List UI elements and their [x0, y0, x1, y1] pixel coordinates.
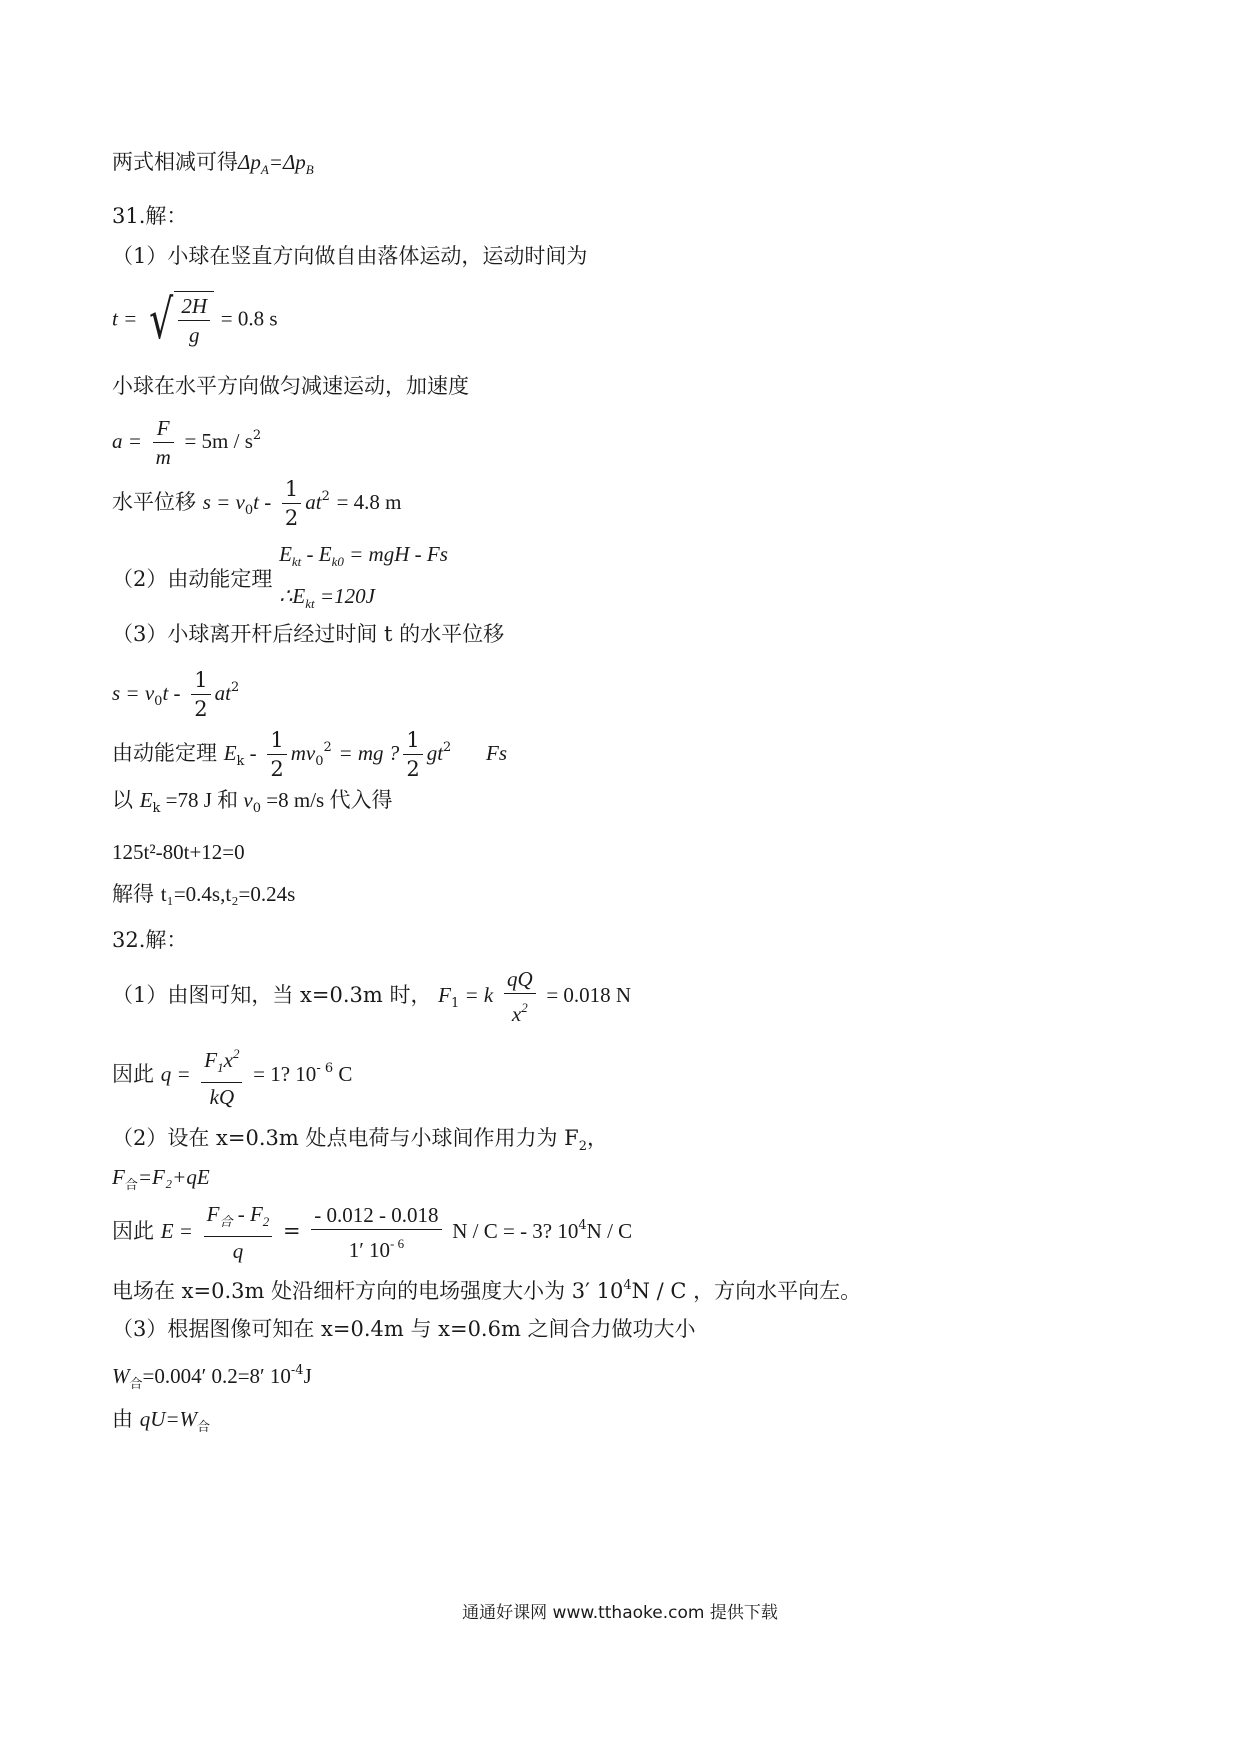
- text-line: 电场在 x=0.3m 处沿细杆方向的电场强度大小为 3′ $10^4N$ / C ，方向水平向左。: [112, 1278, 862, 1303]
- formula-line: $W_合=0.004'$ 0.2=8′ $10^{-4}J$: [112, 1363, 312, 1392]
- formula-line: 因此 E = $\frac{F_合 - F_2}{q}$ = $\frac{- 0.012 - 0.018}{1' 10^{- 6}}$ N / C = - 3? $10^4N$ / C: [112, 1202, 633, 1263]
- formula-line: 水平位移 $s = v_0t$ - $\frac{1}{2}$ $at^2 = 4.8$ m: [112, 477, 402, 530]
- math: = 5m / s: [184, 429, 253, 453]
- sqrt: √ $\frac{2H}{g}$: [144, 290, 214, 350]
- fraction: $\frac{1}{2}$: [267, 726, 286, 783]
- equation-stack: $E_{kt} - E_{k0}$ = mgH - Fs $\therefore E_{kt} =120J$: [279, 542, 448, 611]
- text-line: （3）小球离开杆后经过时间 t 的水平位移: [112, 622, 505, 646]
- text-line: 解得 t₁=0.4s,t₂=0.24s: [112, 882, 296, 906]
- formula-line: （1）由图可知，当 x=0.3m 时， $F_1 = k$ $\frac{qQ}{x^2}$ = 0.018 N: [112, 967, 632, 1026]
- text: 两式相减可得: [112, 150, 238, 174]
- fraction: $\frac{F_1x^2}{kQ}$: [201, 1040, 242, 1111]
- formula-line: [112, 290, 278, 350]
- text-line: [112, 148, 314, 184]
- fraction: $\frac{F_合 - F_2}{q}$: [204, 1200, 273, 1265]
- text-line: （2）设在 x=0.3m 处点电荷与小球间作用力为 $F_2$，: [112, 1126, 608, 1154]
- fraction: $\frac{- 0.012 - 0.018}{1' 10^{- 6}}$: [311, 1201, 441, 1264]
- text-line: 以 $E_k =78$ J 和 $v_0 =8$ m/s 代入得: [112, 788, 393, 816]
- formula-line: 由动能定理 $E_k$ - $\frac{1}{2}$ $mv_0^2$ = mg ? $\frac{1}{2}$ $gt^2$ Fs: [112, 728, 507, 781]
- math: Δp: [238, 150, 261, 174]
- question-title: 32.解：: [112, 928, 188, 952]
- fraction: $\frac{1}{2}$: [403, 726, 422, 783]
- fraction: $\frac{1}{2}$: [191, 666, 210, 723]
- text-line: （1）小球在竖直方向做自由落体运动，运动时间为: [112, 244, 588, 268]
- page-footer: 通通好课网 www.tthaoke.com 提供下载: [462, 1603, 778, 1623]
- math: t =: [112, 306, 138, 331]
- text-line: （3）根据图像可知在 x=0.4m 与 x=0.6m 之间合力做功大小: [112, 1317, 696, 1341]
- text: 因此: [112, 1219, 154, 1243]
- fraction: $\frac{qQ}{x^2}$: [504, 965, 536, 1028]
- math: = 0.8 s: [220, 306, 278, 331]
- text: （1）由图可知，当 x=0.3m 时，: [112, 983, 432, 1007]
- formula-line: $s = v_0t$ - $\frac{1}{2}$ $at^2$: [112, 668, 240, 721]
- text: 由动能定理: [112, 741, 217, 765]
- math: a =: [112, 429, 142, 453]
- text: 水平位移: [112, 490, 196, 514]
- text: （2）由动能定理: [112, 567, 273, 591]
- fraction: $\frac{F}{m}$: [153, 414, 174, 471]
- formula-line: a = $\frac{F}{m}$ = $5m / s^2$: [112, 416, 262, 469]
- text: 因此: [112, 1062, 154, 1086]
- text-line: 小球在水平方向做匀减速运动，加速度: [112, 374, 469, 398]
- formula-line: $F_合=F_2+qE$: [112, 1165, 210, 1193]
- fraction: $\frac{2H}{g}$: [178, 292, 210, 349]
- equation: 125t²-80t+12=0: [112, 840, 245, 864]
- question-title: 31.解：: [112, 204, 188, 228]
- fraction: $\frac{1}{2}$: [282, 475, 301, 532]
- math-sub: A: [260, 162, 269, 177]
- formula-line: 由 $qU=W_合$: [112, 1407, 211, 1435]
- formula-line: [112, 537, 448, 621]
- math: =Δp: [268, 150, 306, 174]
- math-sub: B: [305, 162, 314, 177]
- formula-line: 因此 q = $\frac{F_1x^2}{kQ}$ = 1? $10^{- 6}$ C: [112, 1040, 352, 1111]
